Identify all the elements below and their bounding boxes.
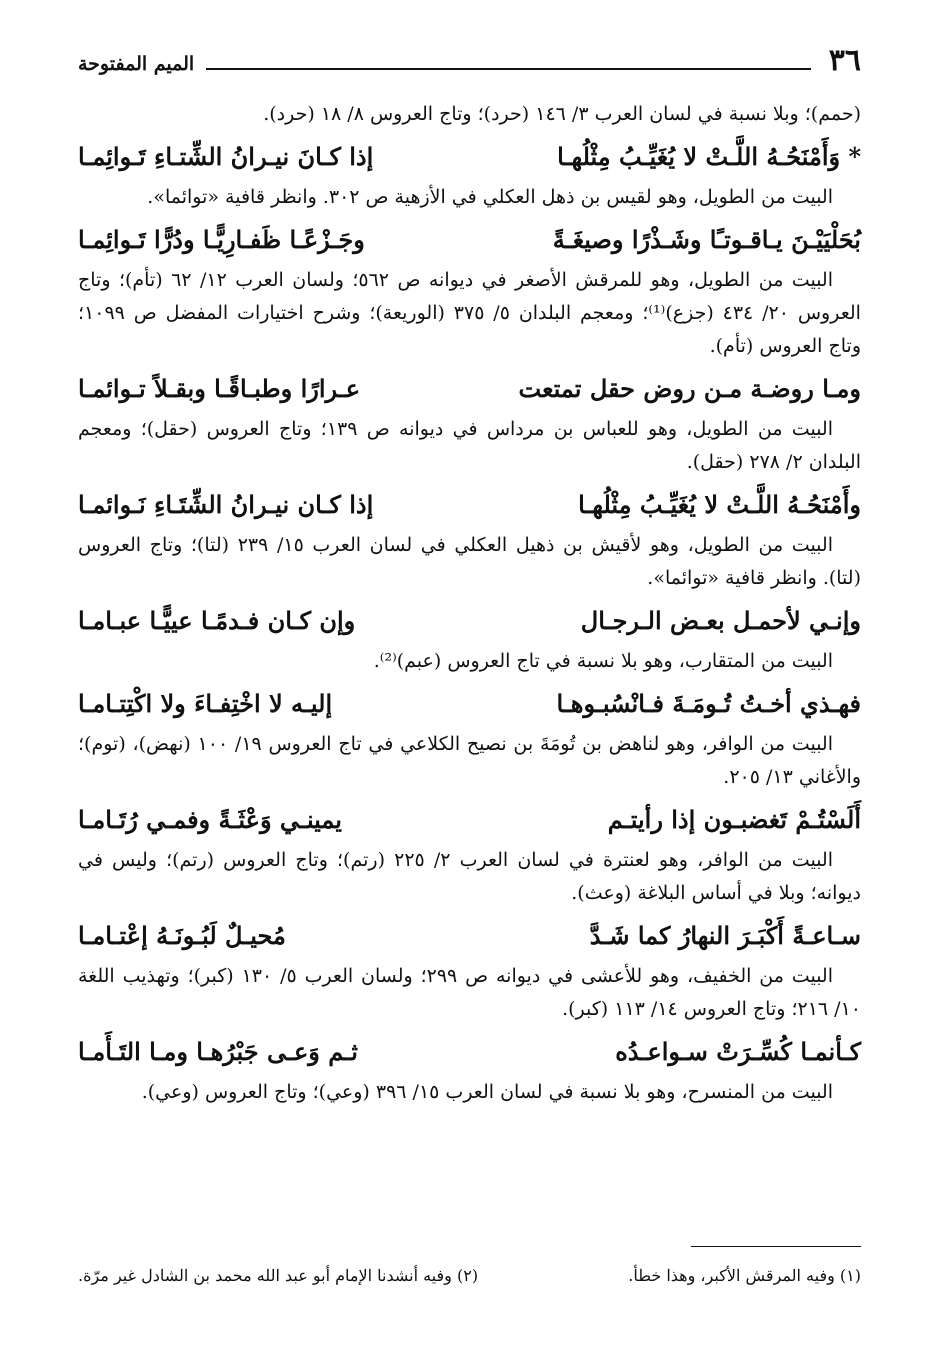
citation-paragraph: البيت من الطويل، وهو لأقيش بن ذهيل العكلي في لسان العرب ١٥/ ٢٣٩ (لتا)؛ وتاج العروس (لتا). وانظر قافية «توائما». xyxy=(78,534,861,589)
page-number: ٣٦ xyxy=(828,43,861,78)
verse-line xyxy=(78,218,861,262)
verse-line xyxy=(78,483,861,527)
verse-second-hemistich: ثـم وَعـى جَبْرُهـا ومـا التَـأَمـا xyxy=(78,1037,358,1066)
citation-paragraph: البيت من الوافر، وهو لناهض بن تُومَةَ بن نصيح الكلاعي في تاج العروس ١٩/ ١٠٠ (نهض)، (توم)؛ والأغاني ١٣/ ٢٠٥. xyxy=(78,733,861,788)
verse-second-hemistich: مُحيـلٌ لَبُـونَـهُ إعْتـامـا xyxy=(78,921,286,950)
running-header xyxy=(78,36,861,76)
verse-line xyxy=(78,682,861,726)
verse-line xyxy=(78,599,861,643)
verse-second-hemistich: إذا كـانَ نيـرانُ الشِّتـاءِ تَـوائِمـا xyxy=(78,142,374,171)
verse-first-hemistich: وأَمْنَحُـهُ اللَّـتْ لا يُغَيِّـبُ مِثْلُهـا xyxy=(578,490,861,519)
verse-line xyxy=(78,135,861,179)
citation-paragraph: البيت من الوافر، وهو لعنترة في لسان العرب ٢/ ٢٢٥ (رتم)؛ وتاج العروس (رتم)؛ وليس في ديوانه؛ وبلا في أساس البلاغة (وعث). xyxy=(78,849,861,904)
verse-second-hemistich: إليـه لا اخْتِفـاءَ ولا اكْتِتـامـا xyxy=(78,689,333,718)
section-title: الميم المفتوحة xyxy=(78,53,195,75)
verse-line xyxy=(78,798,861,842)
citation-paragraph: البيت من الطويل، وهو للمرقش الأصغر في ديوانه ص ٥٦٢؛ ولسان العرب ١٢/ ٦٢ (تأم)؛ وتاج العروس ٢٠/ ٤٣٤ (جزع)⁽¹⁾؛ ومعجم البلدان ٥/ ٣٧٥ (الوريعة)؛ وشرح اختيارات المفضل ص ١٠٩٩؛ وتاج العروس (تأم). xyxy=(78,269,861,357)
verse-first-hemistich: * وَأَمْنَحُـهُ اللَّـتْ لا يُغَيِّـبُ مِثْلُهـا xyxy=(557,142,861,171)
verse-first-hemistich: بُحَلْيَيْـنَ يـاقـوتـًا وشَـذْرًا وصيغَـةً xyxy=(552,225,861,254)
citation-paragraph: البيت من الطويل، وهو لقيس بن ذهل العكلي في الأزهية ص ٣٠٢. وانظر قافية «توائما». xyxy=(147,186,833,208)
footnote-rule xyxy=(691,1246,861,1247)
footnote-row xyxy=(78,1265,861,1287)
verse-first-hemistich: فهـذي أخـتُ تُـومَـةَ فـانْسُبـوهـا xyxy=(556,689,861,718)
citation-paragraph: البيت من المنسرح، وهو بلا نسبة في لسان العرب ١٥/ ٣٩٦ (وعي)؛ وتاج العروس (وعي). xyxy=(141,1081,833,1103)
header-rule xyxy=(206,68,811,70)
verse-second-hemistich: وجَـزْعًـا ظَفـارِيًّـا ودُرًّا تَـوائِمـا xyxy=(78,225,365,254)
citation-paragraph: البيت من الطويل، وهو للعباس بن مرداس في ديوانه ص ١٣٩؛ وتاج العروس (حقل)؛ ومعجم البلدان ٢/ ٢٧٨ (حقل). xyxy=(78,418,861,473)
verse-line xyxy=(78,1030,861,1074)
verse-second-hemistich: إذا كـان نيـرانُ الشِّتَـاءِ نَـوائمـا xyxy=(78,490,374,519)
footnotes xyxy=(78,1246,861,1287)
verse-first-hemistich: وإنـي لأحمـل بعـض الـرجـال xyxy=(580,606,861,635)
verse-second-hemistich: وإن كـان فـدمًـا عييًّـا عبـامـا xyxy=(78,606,356,635)
page-body xyxy=(78,98,861,1113)
verse-first-hemistich: ومـا روضـة مـن روض حقل تمتعت xyxy=(518,374,861,403)
verse-second-hemistich: يمينـي وَعْثَـةً وفمـي رُتَـامـا xyxy=(78,805,342,834)
citation-paragraph: البيت من المتقارب، وهو بلا نسبة في تاج العروس (عبم)⁽²⁾. xyxy=(373,650,833,672)
verse-first-hemistich: سـاعـةً أَكْبَـرَ النهارُ كما شَـدَّ xyxy=(589,921,861,950)
footnote-1: (١) وفيه المرقش الأكبر، وهذا خطأ. xyxy=(628,1266,861,1285)
citation-paragraph: (حمم)؛ وبلا نسبة في لسان العرب ٣/ ١٤٦ (حرد)؛ وتاج العروس ٨/ ١٨ (حرد). xyxy=(263,103,861,125)
verse-line xyxy=(78,914,861,958)
citation-paragraph: البيت من الخفيف، وهو للأعشى في ديوانه ص ٢٩٩؛ ولسان العرب ٥/ ١٣٠ (كبر)؛ وتهذيب اللغة ١٠/ ٢١٦؛ وتاج العروس ١٤/ ١١٣ (كبر). xyxy=(78,965,861,1020)
verse-first-hemistich: أَلَسْتُـمْ تَغضبـون إذا رأيتـم xyxy=(607,805,861,834)
verse-line xyxy=(78,367,861,411)
verse-first-hemistich: كـأنمـا كُسِّـرَتْ سـواعـدُه xyxy=(615,1037,861,1066)
verse-second-hemistich: عـرارًا وطبـاقًـا وبقـلاً تـوائمـا xyxy=(78,374,361,403)
footnote-2: (٢) وفيه أنشدنا الإمام أبو عبد الله محمد بن الشادل غير مرّة. xyxy=(78,1266,479,1285)
